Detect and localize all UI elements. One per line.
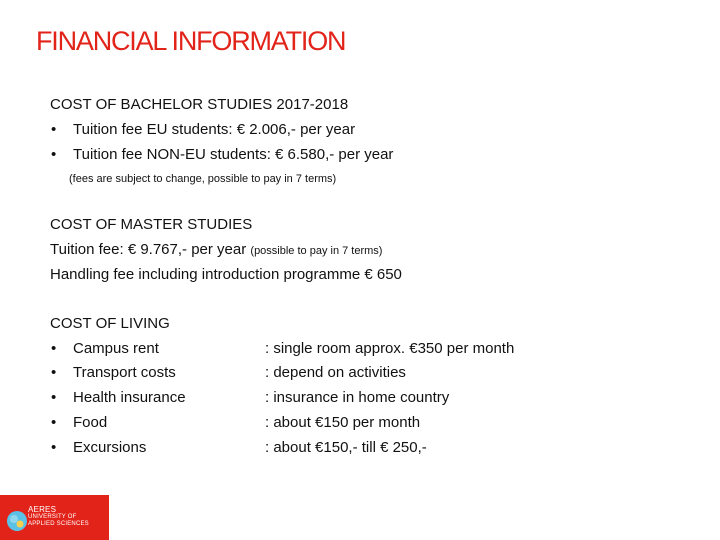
bullet: • xyxy=(51,120,57,138)
master-tuition-note: (possible to pay in 7 terms) xyxy=(250,245,383,258)
living-heading: COST OF LIVING xyxy=(50,314,170,332)
bullet: • xyxy=(51,389,57,407)
bullet: • xyxy=(51,364,57,382)
living-item-label: Excursions xyxy=(73,438,147,456)
living-item-label: Transport costs xyxy=(73,364,176,382)
logo-line: UNIVERSITY OF xyxy=(28,514,77,520)
bachelor-item-text: Tuition fee NON-EU students: € 6.580,- per year xyxy=(73,145,394,163)
master-heading: COST OF MASTER STUDIES xyxy=(50,216,253,234)
master-tuition-text: Tuition fee: € 9.767,- per year xyxy=(50,241,247,259)
bullet: • xyxy=(51,339,57,357)
main-content xyxy=(50,93,690,461)
logo-mark-icon xyxy=(6,510,28,532)
bullet: • xyxy=(51,438,57,456)
living-item-value: : about €150 per month xyxy=(265,413,421,431)
bachelor-item-text: Tuition fee EU students: € 2.006,- per year xyxy=(73,120,356,138)
bullet: • xyxy=(51,145,57,163)
living-item-value: : about €150,- till € 250,- xyxy=(265,438,427,456)
page-title: FINANCIAL INFORMATION xyxy=(36,26,346,56)
living-item xyxy=(50,337,690,362)
master-tuition xyxy=(50,238,690,263)
living-item-label: Health insurance xyxy=(73,389,186,407)
living-item xyxy=(50,361,690,386)
living-item xyxy=(50,411,690,436)
bachelor-heading: COST OF BACHELOR STUDIES 2017-2018 xyxy=(50,96,349,113)
living-item-label: Food xyxy=(73,413,108,431)
living-item xyxy=(50,436,690,461)
logo-line: AERES xyxy=(28,505,57,514)
living-item-value: : depend on activities xyxy=(265,364,406,382)
logo-text xyxy=(28,505,89,528)
living-item xyxy=(50,386,690,411)
aeres-logo xyxy=(0,495,109,540)
living-item-label: Campus rent xyxy=(73,339,159,357)
living-item-value: : insurance in home country xyxy=(265,389,450,407)
master-handling-fee: Handling fee including introduction programme € 650 xyxy=(50,265,402,283)
bachelor-item xyxy=(50,118,690,143)
living-item-value: : single room approx. €350 per month xyxy=(265,339,515,357)
bachelor-item xyxy=(50,143,690,168)
logo-line: APPLIED SCIENCES xyxy=(28,521,89,527)
bullet: • xyxy=(51,413,57,431)
bachelor-fee-note: (fees are subject to change, possible to pay in 7 terms) xyxy=(69,173,337,186)
